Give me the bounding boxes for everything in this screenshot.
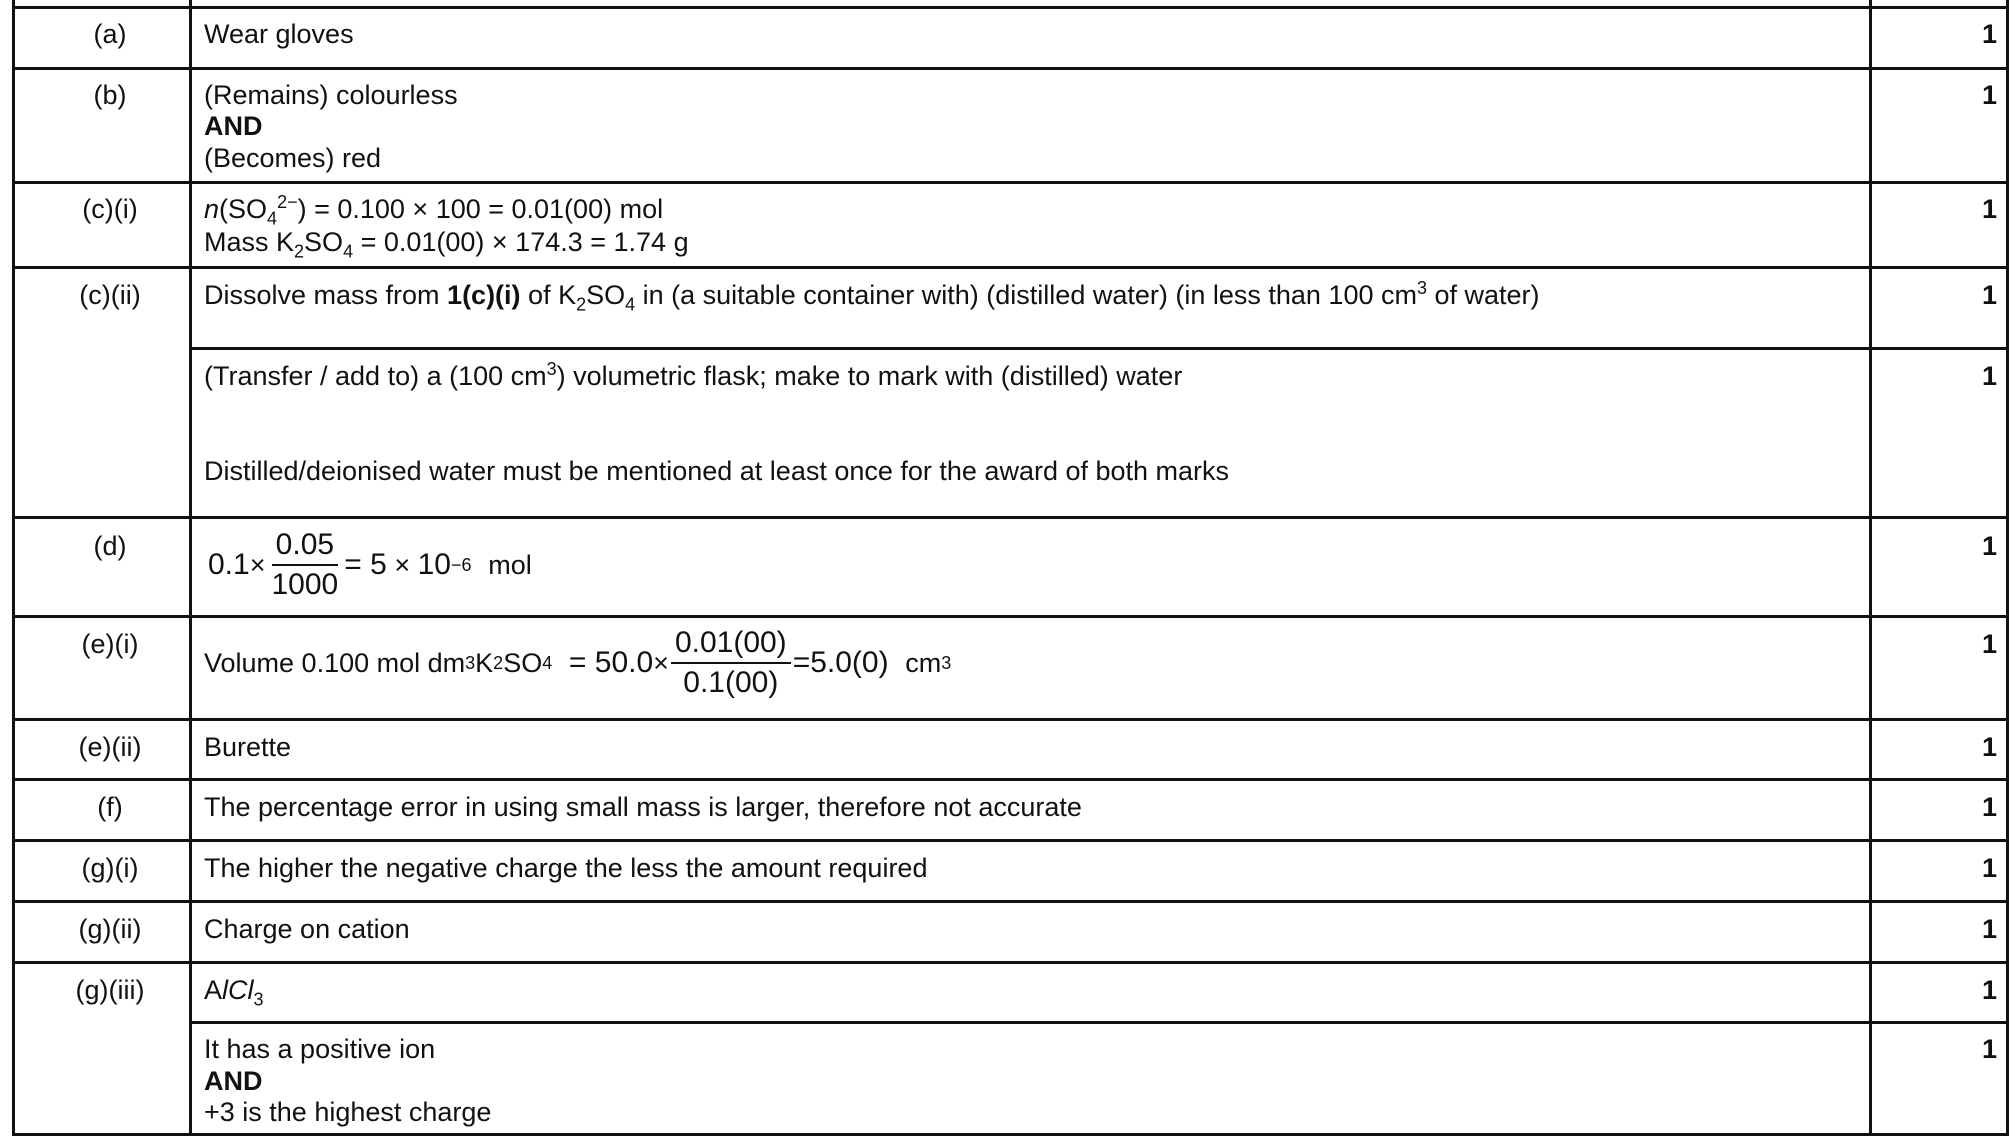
- question-label: (g)(iii): [75, 975, 145, 1005]
- question-label: (d): [93, 531, 127, 561]
- row-border: [12, 615, 2009, 618]
- answer-guidance-note: Distilled/deionised water must be mentioned at least once for the award of both marks: [204, 456, 1230, 486]
- answer-and-keyword: AND: [204, 1066, 263, 1096]
- row-border: [12, 839, 2009, 842]
- answer-text: Charge on cation: [204, 914, 410, 944]
- answer-text: (Remains) colourless: [204, 80, 458, 110]
- answer-text: (Becomes) red: [204, 143, 382, 173]
- column-border: [1869, 0, 1872, 1136]
- row-border: [12, 1133, 2009, 1136]
- row-border: [12, 718, 2009, 721]
- mark-value: 1: [1981, 629, 1997, 659]
- answer-text: Burette: [204, 732, 292, 762]
- mark-value: 1: [1981, 80, 1997, 110]
- mark-value: 1: [1981, 1034, 1997, 1064]
- row-border: [12, 67, 2009, 70]
- question-label: (c)(i): [82, 194, 138, 224]
- mark-value: 1: [1981, 280, 1997, 310]
- mark-value: 1: [1981, 853, 1997, 883]
- answer-text: The percentage error in using small mass is larger, therefore not accurate: [204, 792, 1082, 822]
- row-border: [189, 347, 2009, 350]
- row-border: [12, 900, 2009, 903]
- answer-text: Wear gloves: [204, 19, 354, 49]
- row-border: [12, 516, 2009, 519]
- mark-value: 1: [1981, 531, 1997, 561]
- row-border: [12, 778, 2009, 781]
- question-label: (a): [93, 19, 127, 49]
- mark-value: 1: [1981, 19, 1997, 49]
- row-border: [12, 266, 2009, 269]
- question-label: (c)(ii): [79, 280, 141, 310]
- mark-value: 1: [1981, 194, 1997, 224]
- row-border: [12, 6, 2009, 9]
- column-border: [2006, 0, 2009, 1136]
- question-label: (g)(ii): [78, 914, 142, 944]
- row-border: [12, 961, 2009, 964]
- answer-text: +3 is the highest charge: [204, 1097, 492, 1127]
- answer-text: It has a positive ion: [204, 1034, 436, 1064]
- question-label: (e)(i): [81, 629, 139, 659]
- mark-value: 1: [1981, 792, 1997, 822]
- answer-equation-mass: Mass $K_2SO_4 = 0.01(00) \times 174.3 = 1.74$ g: [204, 227, 689, 262]
- column-border: [189, 0, 192, 1136]
- column-border: [12, 0, 15, 1136]
- mark-value: 1: [1981, 914, 1997, 944]
- answer-formula: AlCl$_3$: [204, 975, 264, 1010]
- mark-value: 1: [1981, 975, 1997, 1005]
- question-label: (g)(i): [81, 853, 139, 883]
- mark-value: 1: [1981, 732, 1997, 762]
- row-border: [12, 181, 2009, 184]
- question-label: (f): [97, 792, 123, 822]
- answer-equation-moles: $n(SO_4^{2-}) = 0.100 \times 100 = 0.01(00)$ mol: [204, 192, 664, 229]
- answer-and-keyword: AND: [204, 111, 263, 141]
- question-label: (b): [93, 80, 127, 110]
- row-border: [189, 1021, 2009, 1024]
- answer-equation-fraction: 0.1 × $\frac{0.05}{1000}$ = 5 × 10 −6 mol: [208, 528, 532, 601]
- answer-text: The higher the negative charge the less the amount required: [204, 853, 928, 883]
- answer-equation-volume: Volume 0.100 mol dm 3 K 2 SO 4 = 50.0 × $\frac{0.01(00)}{0.1(00)}$ = 5.0(0) cm 3: [204, 626, 952, 699]
- question-label: (e)(ii): [78, 732, 142, 762]
- mark-value: 1: [1981, 361, 1997, 391]
- answer-text-transfer: (Transfer / add to) a (100 $cm^3$) volumetric flask; make to mark with (distilled) water: [204, 359, 1183, 391]
- answer-text-dissolve: Dissolve mass from 1(c)(i) of $K_2SO_4$ in (a suitable container with) (distilled water) (in less than 100 $cm^3$ of water): [204, 278, 1540, 315]
